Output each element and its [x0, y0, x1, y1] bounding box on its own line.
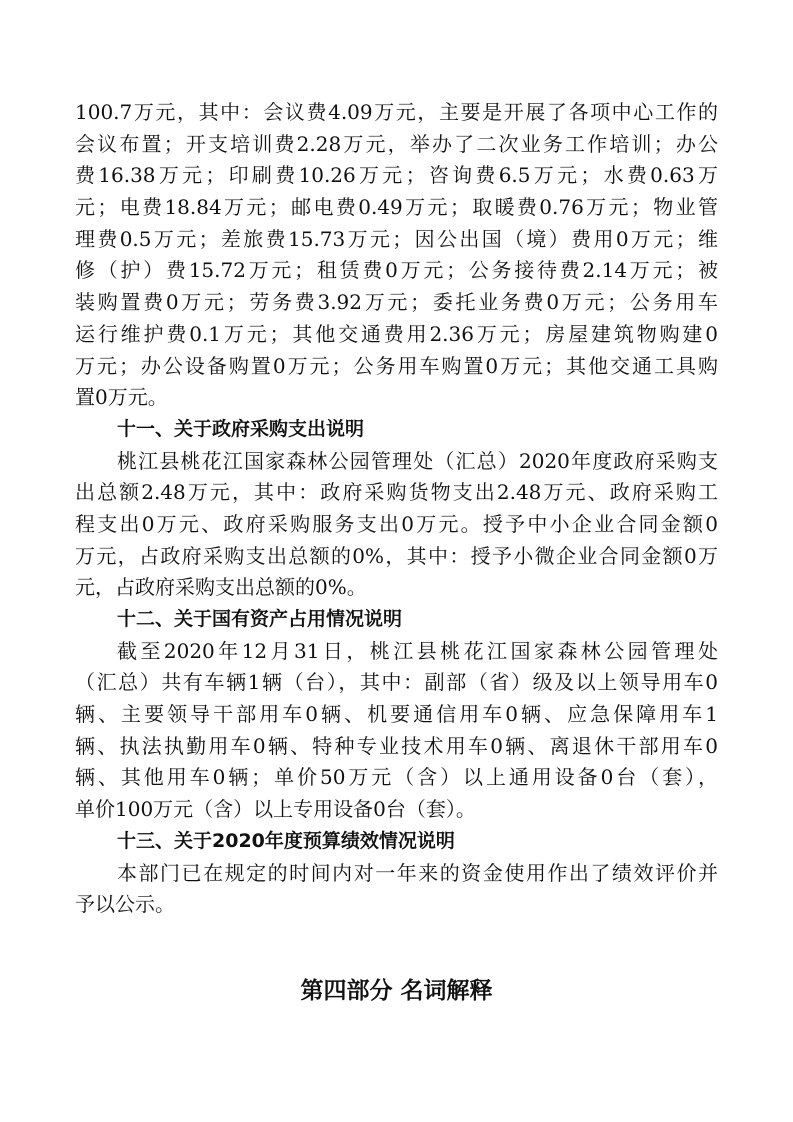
paragraph-expenses: [75, 97, 718, 414]
text-line: 费16.38万元；印刷费10.26万元；咨询费6.5万元；水费0.63万: [75, 163, 718, 188]
text-line: 出总额2.48万元，其中：政府采购货物支出2.48万元、政府采购工: [75, 480, 718, 505]
part-title: 第四部分 名词解释: [300, 978, 493, 1004]
text-line: 辆、执法执勤用车0辆、特种专业技术用车0辆、离退休干部用车0: [75, 733, 718, 758]
text-line: 元，占政府采购支出总额的0%。: [75, 575, 367, 600]
text-line: 辆、其他用车0辆；单价50万元（含）以上通用设备0台（套），: [75, 765, 718, 790]
text-line: 本部门已在规定的时间内对一年来的资金使用作出了绩效评价并: [117, 860, 718, 885]
text-line: 100.7万元，其中：会议费4.09万元，主要是开展了各项中心工作的: [75, 100, 718, 124]
text-line: 置0万元。: [75, 385, 168, 410]
text-line: 程支出0万元、政府采购服务支出0万元。授予中小企业合同金额0: [75, 511, 718, 536]
text-line: 予以公示。: [75, 892, 175, 917]
text-line: 修（护）费15.72万元；租赁费0万元；公务接待费2.14万元；被: [75, 258, 718, 283]
text-line: 桃江县桃花江国家森林公园管理处（汇总）2020年度政府采购支: [117, 448, 718, 473]
text-line: 装购置费0万元；劳务费3.92万元；委托业务费0万元；公务用车: [75, 290, 718, 315]
section-heading-13: 十三、关于2020年度预算绩效情况说明: [117, 829, 455, 852]
document-body: [75, 97, 718, 921]
section-11-paragraph: [75, 446, 718, 604]
text-line: 万元，占政府采购支出总额的0%，其中：授予小微企业合同金额0万: [75, 543, 718, 568]
text-line: （汇总）共有车辆1辆（台），其中：副部（省）级及以上领导用车0: [75, 670, 718, 695]
text-line: 截至2020年12月31日，桃江县桃花江国家森林公园管理处: [117, 638, 718, 663]
section-heading-11: 十一、关于政府采购支出说明: [117, 417, 365, 440]
text-line: 运行维护费0.1万元；其他交通费用2.36万元；房屋建筑物购建0: [75, 321, 718, 346]
section-12-paragraph: [75, 636, 718, 826]
text-line: 元；电费18.84万元；邮电费0.49万元；取暖费0.76万元；物业管: [75, 195, 718, 220]
section-heading-12: 十二、关于国有资产占用情况说明: [117, 608, 403, 630]
text-line: 会议布置；开支培训费2.28万元，举办了二次业务工作培训；办公: [75, 131, 718, 156]
text-line: 万元；办公设备购置0万元；公务用车购置0万元；其他交通工具购: [75, 353, 718, 378]
section-13-paragraph: [75, 858, 718, 921]
text-line: 理费0.5万元；差旅费15.73万元；因公出国（境）费用0万元；维: [75, 226, 718, 251]
text-line: 单价100万元（含）以上专用设备0台（套）。: [75, 797, 476, 822]
text-line: 辆、主要领导干部用车0辆、机要通信用车0辆、应急保障用车1: [75, 702, 718, 727]
